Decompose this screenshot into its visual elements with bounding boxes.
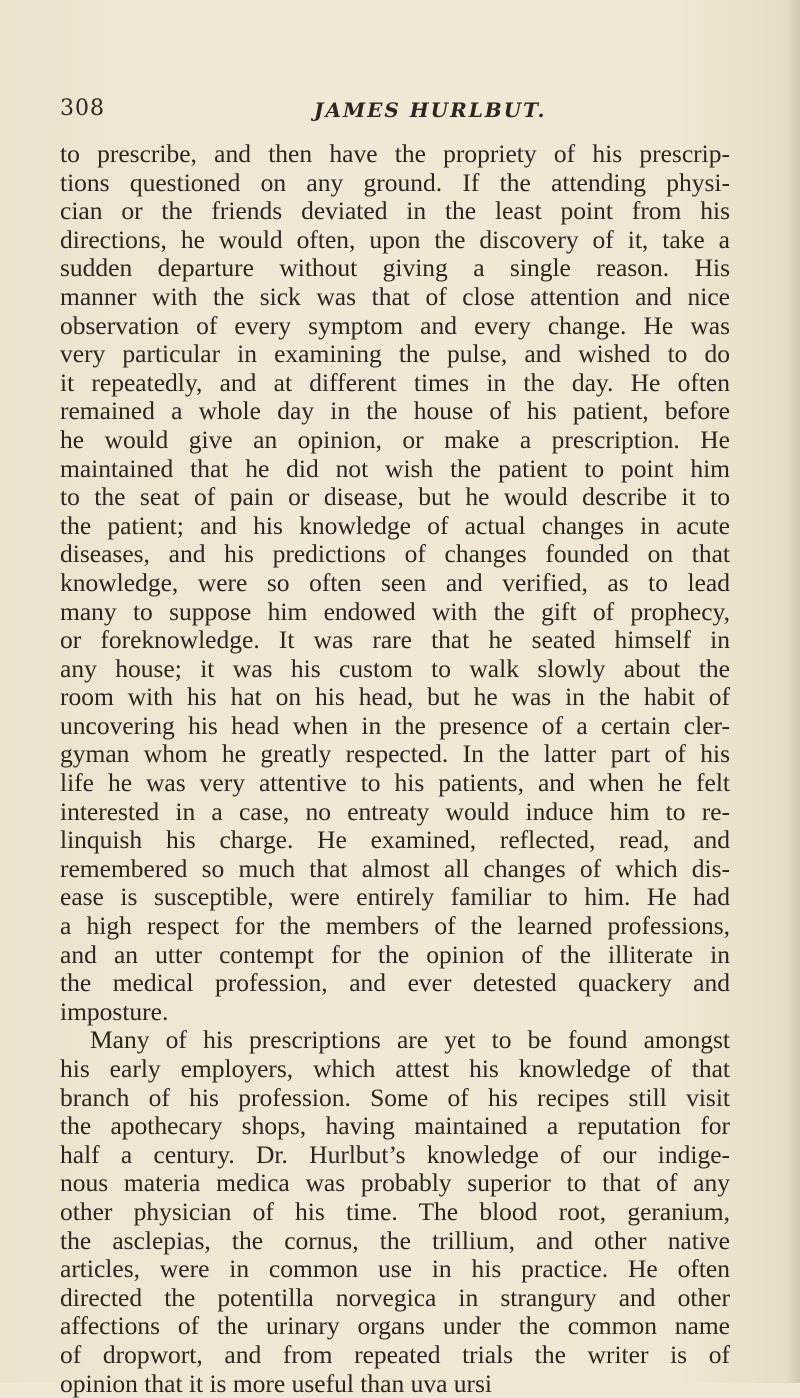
page-header <box>60 96 720 132</box>
text-line: observation of every symptom and every change. He was <box>60 310 730 340</box>
text-line: a high respect for the members of the learned professions, <box>60 911 730 941</box>
text-line: directed the potentilla norvegica in strangury and other <box>60 1282 730 1312</box>
text-line: affections of the urinary organs under the common name <box>60 1311 730 1341</box>
text-line: life he was very attentive to his patients, and when he felt <box>60 768 730 798</box>
text-line: uncovering his head when in the presence of a certain cler- <box>60 710 730 740</box>
text-line: of dropwort, and from repeated trials the writer is of <box>60 1339 730 1369</box>
text-line: he would give an opinion, or make a prescription. He <box>60 424 730 454</box>
page-number: 308 <box>60 96 105 121</box>
text-line: linquish his charge. He examined, reflected, read, and <box>60 825 730 855</box>
text-line: ease is susceptible, were entirely familiar to him. He had <box>60 882 730 912</box>
text-line: his early employers, which attest his knowledge of that <box>60 1054 730 1083</box>
text-line: room with his hat on his head, but he was in the habit of <box>60 682 730 712</box>
running-head: JAMES HURLBUT. <box>314 98 547 122</box>
text-line: gyman whom he greatly respected. In the latter part of his <box>60 739 730 769</box>
text-line: it repeatedly, and at different times in the day. He often <box>60 367 730 397</box>
text-line: the apothecary shops, having maintained a reputation for <box>60 1111 730 1141</box>
text-line: sudden departure without giving a single reason. His <box>60 253 730 283</box>
body-text <box>60 140 730 1398</box>
text-line: articles, were in common use in his practice. He often <box>60 1254 730 1284</box>
text-line: manner with the sick was that of close attention and nice <box>60 281 730 311</box>
text-line: the asclepias, the cornus, the trillium, and other native <box>60 1225 730 1255</box>
text-line: to prescribe, and then have the propriety of his prescrip- <box>60 139 730 168</box>
page-edge-shadow <box>786 0 800 1383</box>
text-line: very particular in examining the pulse, and wished to do <box>60 339 730 369</box>
paragraph-end-line: opinion that it is more useful than uva ursi <box>60 1368 493 1398</box>
text-line: maintained that he did not wish the patient to point him <box>60 453 730 483</box>
text-line: remained a whole day in the house of his patient, before <box>60 396 730 426</box>
text-line: many to suppose him endowed with the gift of prophecy, <box>60 596 730 626</box>
text-line: diseases, and his predictions of changes founded on that <box>60 539 730 569</box>
text-line: to the seat of pain or disease, but he would describe it to <box>60 482 730 512</box>
text-line: any house; it was his custom to walk slowly about the <box>60 653 730 683</box>
text-line: and an utter contempt for the opinion of the illiterate in <box>60 939 730 969</box>
text-line: or foreknowledge. It was rare that he seated himself in <box>60 625 730 655</box>
text-line: cian or the friends deviated in the least point from his <box>60 196 730 226</box>
text-line: knowledge, were so often seen and verified, as to lead <box>60 567 730 597</box>
paragraph-start-line: Many of his prescriptions are yet to be found amongst <box>90 1025 730 1055</box>
text-line: nous materia medica was probably superior to that of any <box>60 1168 730 1198</box>
text-line: interested in a case, no entreaty would induce him to re- <box>60 796 730 826</box>
text-line: half a century. Dr. Hurlbut’s knowledge of our indige- <box>60 1139 730 1169</box>
text-line: remembered so much that almost all changes of which dis- <box>60 853 730 883</box>
text-line: branch of his profession. Some of his recipes still visit <box>60 1082 730 1112</box>
text-line: directions, he would often, upon the discovery of it, take a <box>60 224 730 254</box>
text-line: other physician of his time. The blood root, geranium, <box>60 1196 730 1226</box>
text-line: tions questioned on any ground. If the attending physi- <box>60 167 730 197</box>
paragraph-end-line: imposture. <box>60 996 169 1026</box>
text-line: the patient; and his knowledge of actual changes in acute <box>60 510 730 540</box>
text-line: the medical profession, and ever detested quackery and <box>60 968 730 998</box>
